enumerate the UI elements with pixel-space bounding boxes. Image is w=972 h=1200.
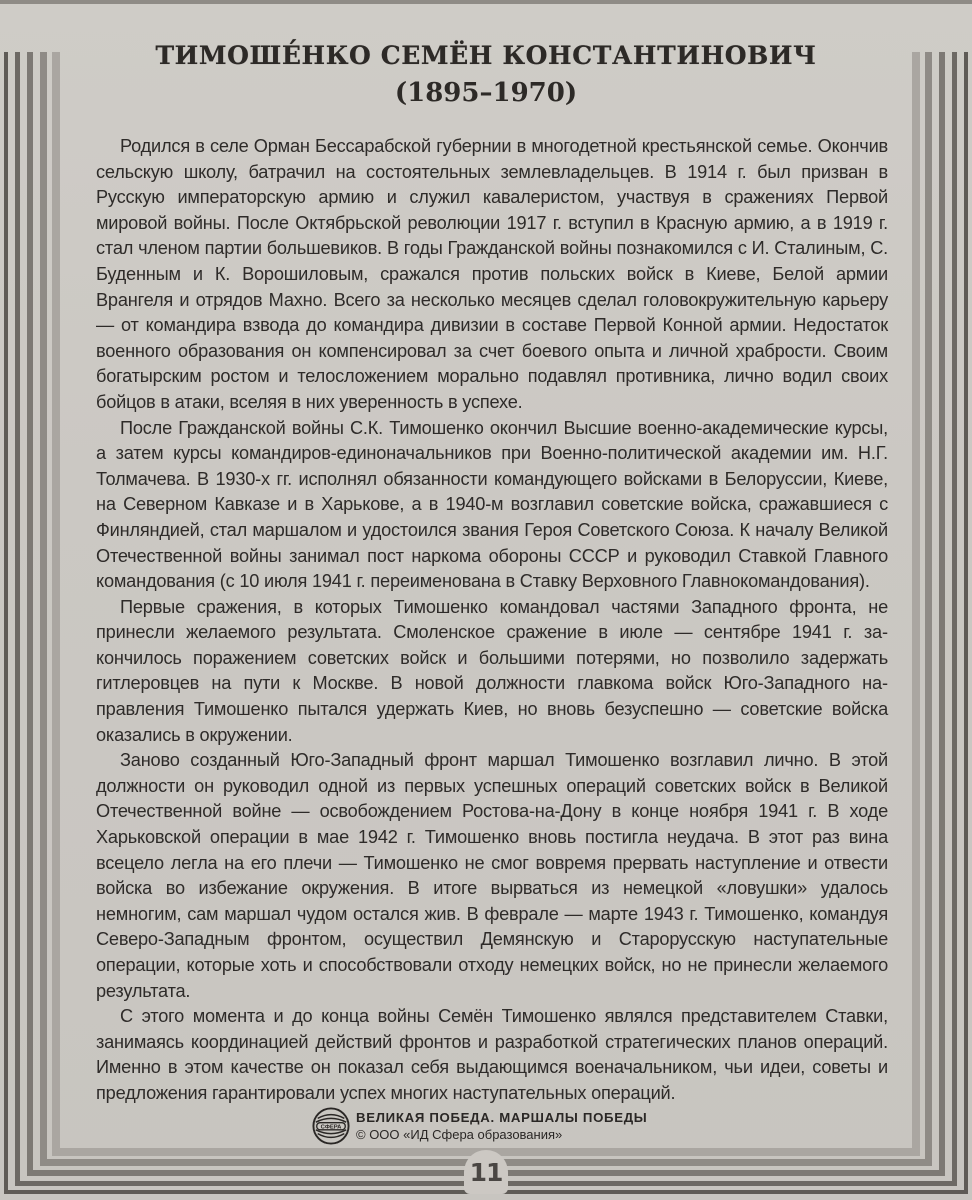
left-border-stripe <box>40 52 47 1166</box>
left-border-stripe <box>27 52 33 1176</box>
left-border-stripe <box>15 52 20 1186</box>
right-border-stripe <box>939 52 945 1176</box>
left-border-stripe <box>52 52 60 1156</box>
right-border-stripe <box>964 52 968 1194</box>
right-border-stripe <box>952 52 957 1186</box>
page-header <box>70 40 902 110</box>
publisher-footer <box>312 1107 647 1145</box>
page-number-badge <box>464 1150 508 1194</box>
page-title: ТИМОШЕ́НКО СЕМЁН КОНСТАНТИНОВИЧ <box>155 41 817 70</box>
right-border-stripe <box>912 52 920 1156</box>
sfera-globe-logo-icon <box>312 1107 350 1145</box>
paragraph: С этого момента и до конца войны Семён Тимошенко являлся представителем Ставки, занимаясь координацией действий фронтов и разработкой стратегических планов операций. Именно в этом качестве он показал себя выдающимся военачальником, чьи идеи, советы и предложения гарантировали успех многих наступательных операций. <box>96 1006 888 1103</box>
article-body <box>96 134 888 1107</box>
right-border-stripe <box>925 52 932 1166</box>
page-top-edge <box>0 0 972 4</box>
series-title: ВЕЛИКАЯ ПОБЕДА. МАРШАЛЫ ПОБЕДЫ <box>356 1110 648 1125</box>
left-border-stripe <box>4 52 8 1194</box>
paragraph: Первые сражения, в которых Тимошенко командовал частями Западного фронта, не принесли желаемого результата. Смоленское сражение в июле — сентябре 1941 г. закончилось поражением советских войск и большими потерями, но позволило задержать гитлеровцев на пути к Москве. В новой должности главкома войск Юго-Западного направления Тимошенко пытался удержать Киев, но вновь безуспешно — советские войска оказались в окружении. <box>96 596 888 745</box>
life-years: (1895–1970) <box>394 78 578 108</box>
page-number: 11 <box>469 1157 503 1187</box>
logo-wordmark: СФЕРА <box>320 1124 342 1131</box>
paragraph: После Гражданской войны С.К. Тимошенко окончил Высшие военно-академические курсы, а затем курсы командиров-единоначальников при Военно-политической академии им. Н.Г. Толмачева. В 1930-х гг. исполнял обязанности командующего войсками в Белоруссии, Киеве, на Северном Кавказе и в Харькове, а в 1940-м возглавил советские войска, сражавшиеся с Финляндией, стал маршалом и удостоился звания Героя Советского Союза. К началу Великой Отечественной войны занимал пост наркома обороны СССР и руководил Ставкой Главного командования (с 10 июля 1941 г. переименована в Ставку Верховного Главнокомандования). <box>96 417 888 592</box>
copyright-text: © ООО «ИД Сфера образования» <box>356 1127 563 1142</box>
paragraph: Родился в селе Орман Бессарабской губернии в многодетной крестьянской семье. Окончив сельскую школу, батрачил на состоятельных землевладельцев. В 1914 г. был призван в Русскую императорскую армию и служил кавалеристом, участвуя в сражениях Первой мировой войны. После Октябрьской революции 1917 г. вступил в Красную армию, а в 1919 г. стал членом партии большевиков. В годы Гражданской войны познакомился с И. Сталиным, С. Буденным и К. Ворошиловым, сражался против польских войск в Киеве, Белой армии Врангеля и отрядов Махно. Всего за несколько месяцев сделал головокружительную карьеру — от командира взвода до командира дивизии в составе Первой Конной армии. Недостаток военного образования он компенсировал за счет боевого опыта и личной храбрости. Своим богатырским ростом и телосложением морально подавлял противника, лично водил своих бойцов в атаки, вселяя в них уверенность в успехе. <box>96 136 888 412</box>
paragraph: Заново созданный Юго-Западный фронт маршал Тимошенко возглавил лично. В этой должности он руководил одной из первых успешных операций советских войск в Великой Отечественной войне — освобождением Ростова-на-Дону в конце ноября 1941 г. В ходе Харьковской операции в мае 1942 г. Тимошенко вновь постигла неудача. В этот раз вина всецело легла на его плечи — Тимошенко не смог вовремя прервать наступление и отвести войска во избежание окружения. В итоге вырваться из немецкой «ловушки» удалось немногим, сам маршал чудом остался жив. В феврале — марте 1943 г. Тимошенко, командуя Северо-Западным фронтом, осуществил Демянскую и Старорусскую наступательные операции, которые хоть и способствовали отходу немецких войск, но не принесли желаемого результата. <box>96 750 888 1001</box>
